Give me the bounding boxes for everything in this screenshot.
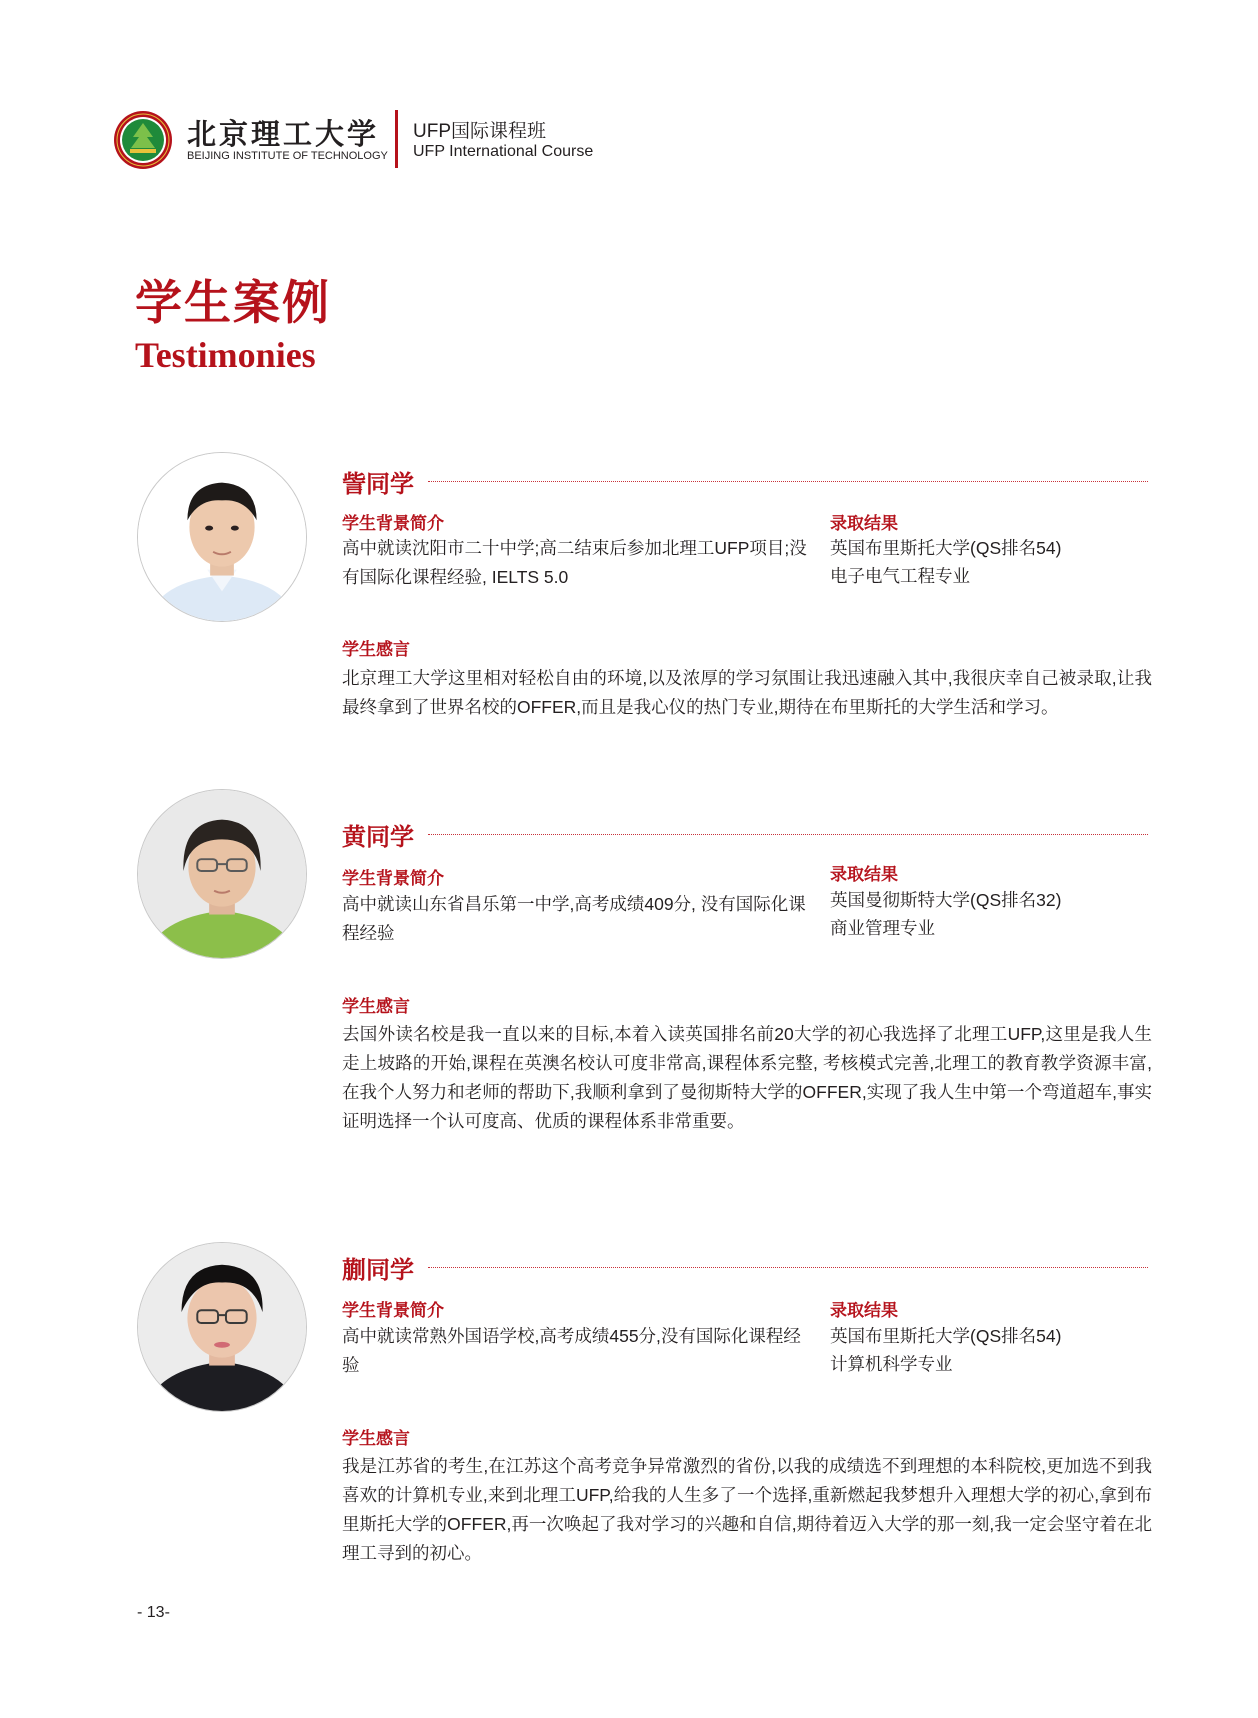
result-label: 录取结果 <box>830 865 898 885</box>
page-number: - 13- <box>137 1604 170 1621</box>
result-label: 录取结果 <box>830 1301 898 1321</box>
university-name-en: BEIJING INSTITUTE OF TECHNOLOGY <box>187 150 388 162</box>
university-emblem-icon <box>113 110 173 170</box>
university-name-cn: 北京理工大学 <box>187 117 380 151</box>
quote-text: 我是江苏省的考生,在江苏这个高考竞争异常激烈的省份,以我的成绩选不到理想的本科院校,更加选不到我喜欢的计算机专业,来到北理工UFP,给我的人生多了一个选择,重新燃起我梦想升入理想大学的初心,拿到布里斯托大学的OFFER,再一次唤起了我对学习的兴趣和自信,期待着迈入大学的那一刻,我一定会坚守着在北理工寻到的初心。 <box>342 1456 1152 1563</box>
result-school: 英国布里斯托大学(QS排名54) <box>830 538 1062 558</box>
name-divider <box>428 481 1148 482</box>
result-school: 英国布里斯托大学(QS排名54) <box>830 1326 1062 1346</box>
course-name-en: UFP International Course <box>413 143 594 160</box>
background-label: 学生背景简介 <box>342 1301 444 1321</box>
header-divider <box>395 110 398 168</box>
student-photo <box>137 452 307 622</box>
quote-text: 去国外读名校是我一直以来的目标,本着入读英国排名前20大学的初心我选择了北理工UFP,这里是我人生走上坡路的开始,课程在英澳名校认可度非常高,课程体系完整, 考核模式完善,北理工的教育教学资源丰富,在我个人努力和老师的帮助下,我顺利拿到了曼彻斯特大学的OFFER,实现了我人生中第一个弯道超车,事实证明选择一个认可度高、优质的课程体系非常重要。 <box>342 1024 1152 1131</box>
student-name: 蒯同学 <box>342 1255 414 1284</box>
background-label: 学生背景简介 <box>342 514 444 534</box>
background-text: 高中就读山东省昌乐第一中学,高考成绩409分, 没有国际化课程经验 <box>342 894 806 943</box>
result-major: 计算机科学专业 <box>830 1354 953 1374</box>
quote-label: 学生感言 <box>342 1429 410 1449</box>
result-major: 商业管理专业 <box>830 918 935 938</box>
name-divider <box>428 1267 1148 1268</box>
section-title-cn: 学生案例 <box>135 276 331 331</box>
quote-label: 学生感言 <box>342 640 410 660</box>
result-school: 英国曼彻斯特大学(QS排名32) <box>830 890 1062 910</box>
student-name: 黄同学 <box>342 822 414 851</box>
quote-text: 北京理工大学这里相对轻松自由的环境,以及浓厚的学习氛围让我迅速融入其中,我很庆幸自己被录取,让我最终拿到了世界名校的OFFER,而且是我心仪的热门专业,期待在布里斯托的大学生活和学习。 <box>342 668 1152 717</box>
result-label: 录取结果 <box>830 514 898 534</box>
background-text: 高中就读沈阳市二十中学;高二结束后参加北理工UFP项目;没有国际化课程经验, IELTS 5.0 <box>342 538 807 587</box>
student-name: 訾同学 <box>342 469 414 498</box>
background-text: 高中就读常熟外国语学校,高考成绩455分,没有国际化课程经验 <box>342 1326 801 1375</box>
name-divider <box>428 834 1148 835</box>
quote-label: 学生感言 <box>342 997 410 1017</box>
student-photo <box>137 789 307 959</box>
page-header <box>113 104 813 176</box>
course-name-cn: UFP国际课程班 <box>413 121 547 142</box>
student-photo <box>137 1242 307 1412</box>
section-title-en: Testimonies <box>135 335 316 375</box>
result-major: 电子电气工程专业 <box>830 566 970 586</box>
background-label: 学生背景简介 <box>342 869 444 889</box>
